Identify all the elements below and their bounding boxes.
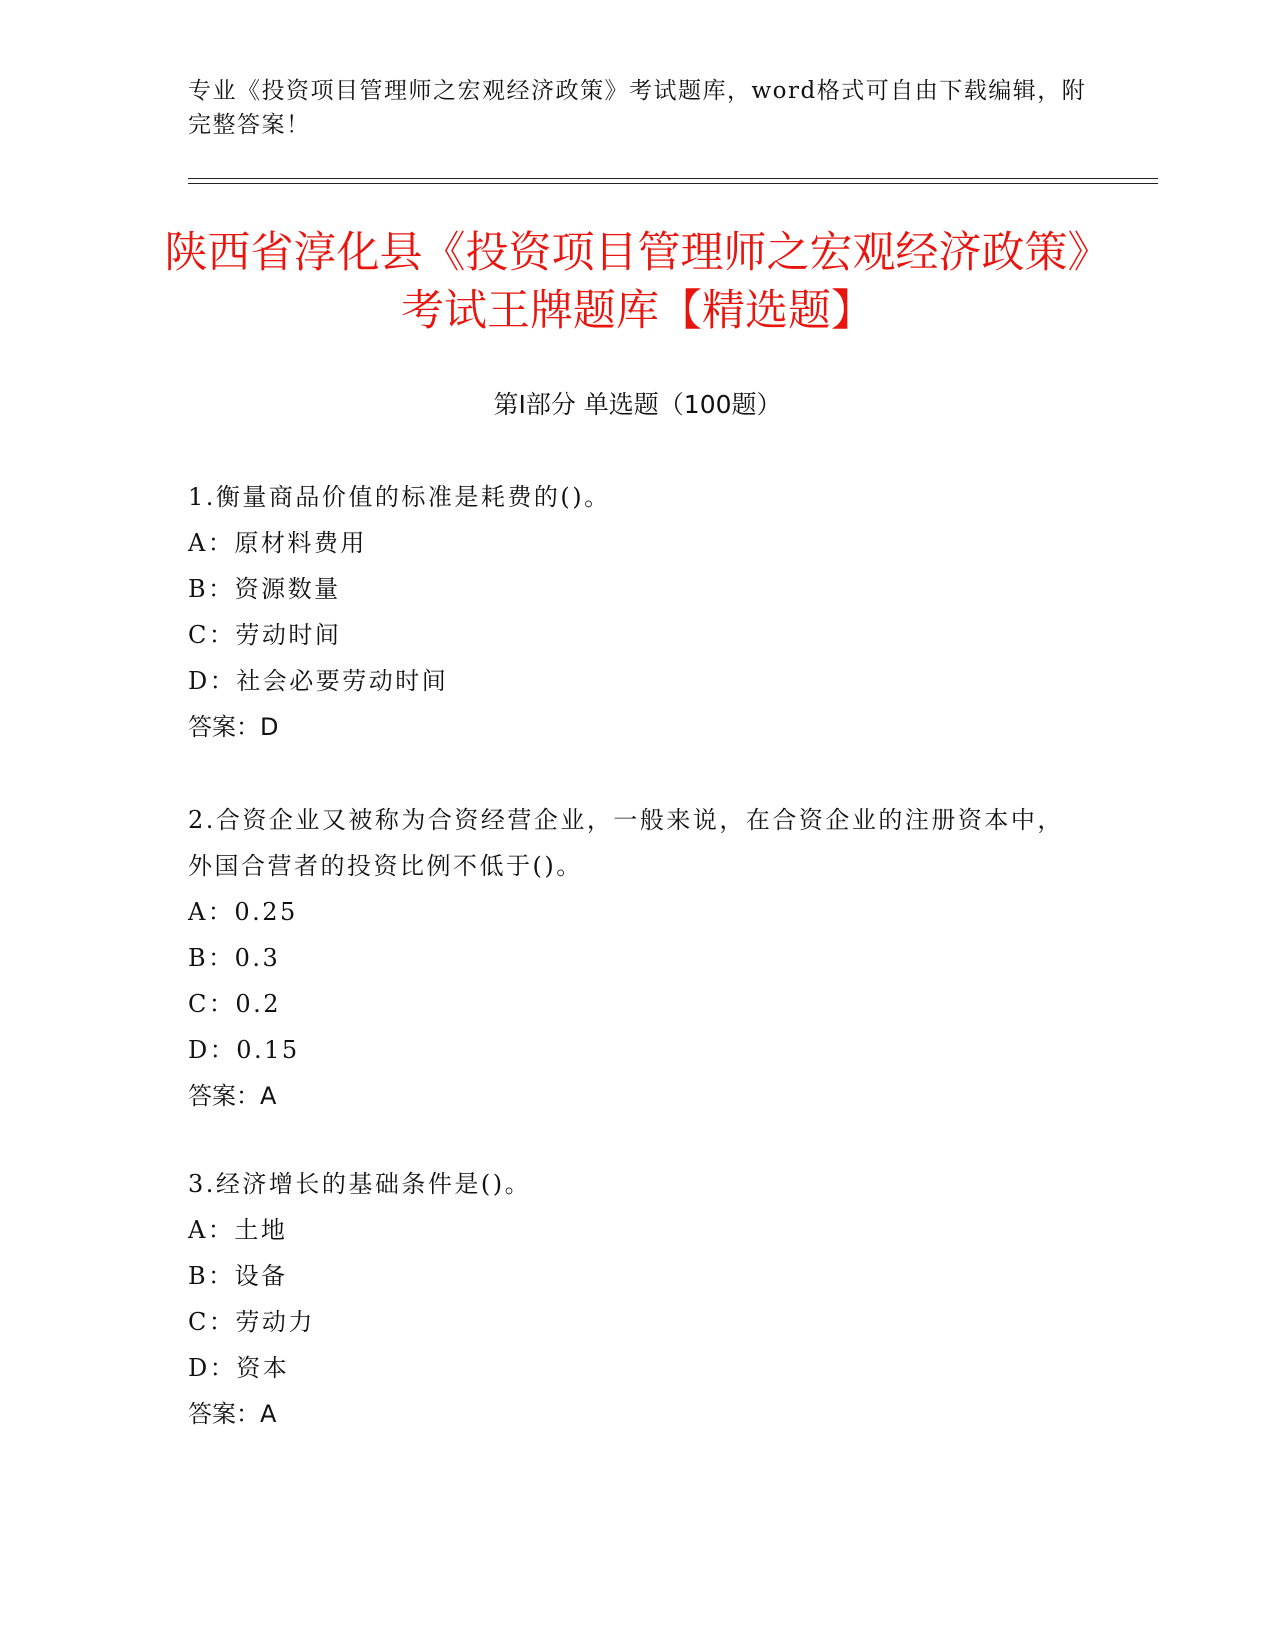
- document-title: 陕西省淳化县《投资项目管理师之宏观经济政策》考试王牌题库【精选题】: [164, 228, 1111, 336]
- option-c: C：0.2: [188, 990, 282, 1018]
- option-d: D：资本: [188, 1354, 290, 1382]
- header-note: 专业《投资项目管理师之宏观经济政策》考试题库，word格式可自由下载编辑，附完整答案！: [188, 78, 1087, 138]
- option-d: D：0.15: [188, 1036, 300, 1064]
- option-c: C：劳动力: [188, 1308, 315, 1336]
- question-3: [188, 1161, 1068, 1437]
- question-text: 3.经济增长的基础条件是()。: [188, 1170, 532, 1198]
- option-a: A：土地: [188, 1216, 288, 1244]
- section-heading: 第Ⅰ部分 单选题（100题）: [493, 390, 782, 419]
- answer: 答案：A: [188, 1082, 277, 1110]
- header-rule-bottom: [188, 183, 1158, 184]
- answer: 答案：A: [188, 1400, 277, 1428]
- option-b: B：0.3: [188, 944, 281, 972]
- option-b: B：设备: [188, 1262, 288, 1290]
- option-a: A：0.25: [188, 898, 298, 926]
- option-a: A：原材料费用: [188, 529, 367, 557]
- option-d: D：社会必要劳动时间: [188, 667, 449, 695]
- option-b: B：资源数量: [188, 575, 341, 603]
- question-text: 2.合资企业又被称为合资经营企业，一般来说，在合资企业的注册资本中，外国合营者的投资比例不低于()。: [188, 806, 1064, 880]
- question-1: [188, 474, 1068, 750]
- question-text: 1.衡量商品价值的标准是耗费的()。: [188, 483, 611, 511]
- option-c: C：劳动时间: [188, 621, 342, 649]
- answer: 答案：D: [188, 713, 279, 741]
- question-2: [188, 797, 1068, 1119]
- header-rule-top: [188, 178, 1158, 179]
